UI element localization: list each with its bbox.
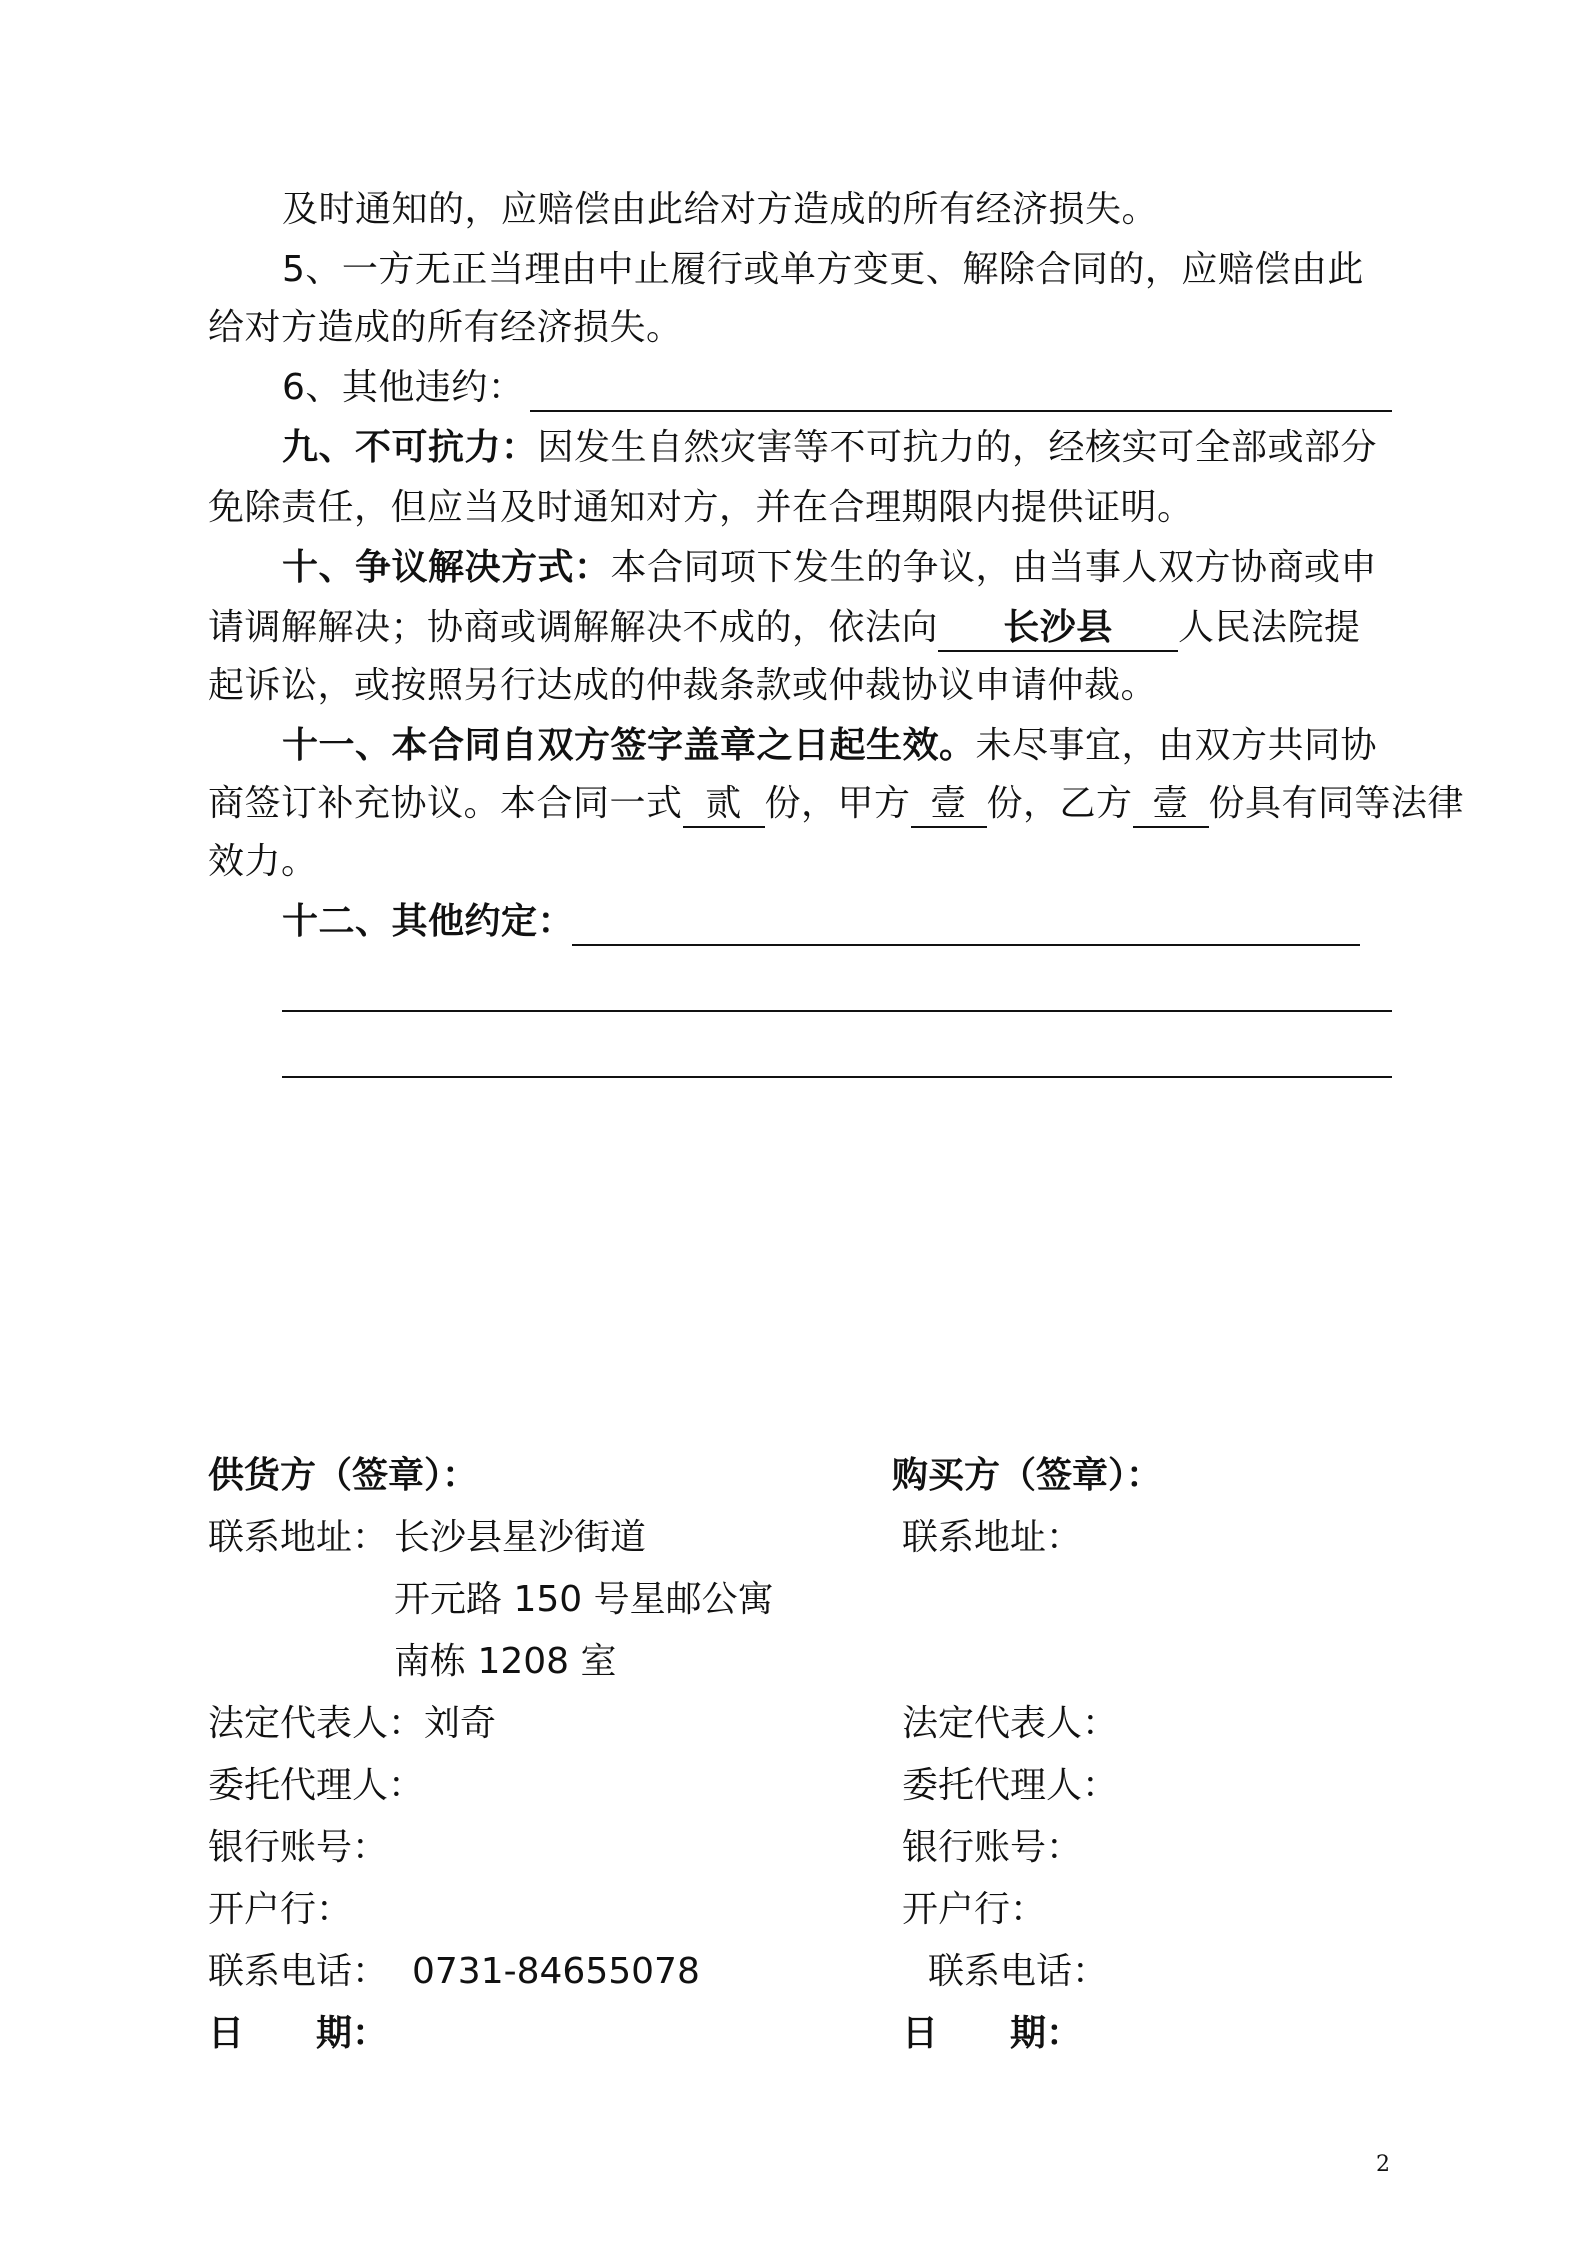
dispute-court-line xyxy=(208,604,1361,652)
supplier-legal-rep-label: 法定代表人： xyxy=(208,1703,425,1744)
clause-text: 给对方造成的所有经济损失。 xyxy=(208,307,683,348)
clause-text: 因发生自然灾害等不可抗力的，经核实可全部或部分 xyxy=(537,427,1378,468)
effect-heading: 十一、本合同自双方签字盖章之日起生效。 xyxy=(282,725,976,766)
clause-text: 请调解解决；协商或调解解决不成的，依法向 xyxy=(208,607,939,648)
supplier-phone-label: 联系电话： xyxy=(208,1951,389,1992)
clause-item-5 xyxy=(282,246,1364,294)
supplier-address-line-3: 南栋 1208 室 xyxy=(394,1641,617,1682)
clause-text: 5、一方无正当理由中止履行或单方变更、解除合同的，应赔偿由此 xyxy=(282,249,1364,290)
force-majeure-clause xyxy=(282,424,1377,472)
clause-text: 人民法院提 xyxy=(1178,607,1361,648)
buyer-title: 购买方（签章）： xyxy=(892,1455,1163,1496)
clause-item-6 xyxy=(282,364,524,412)
force-majeure-heading: 九、不可抗力： xyxy=(282,427,538,468)
page-number: 2 xyxy=(1376,2152,1390,2177)
buyer-bank-account-label: 银行账号： xyxy=(902,1827,1083,1868)
other-terms-blank-line-2 xyxy=(282,1010,1392,1012)
other-terms-heading: 十二、其他约定： xyxy=(282,901,575,942)
clause-text: 份，甲方 xyxy=(764,783,911,824)
copies-party-a-field: 壹 xyxy=(911,782,987,828)
buyer-phone-label: 联系电话： xyxy=(928,1951,1109,1992)
dispute-heading: 十、争议解决方式： xyxy=(282,547,611,588)
court-name-field: 长沙县 xyxy=(938,606,1178,652)
supplier-phone-value: 0731-84655078 xyxy=(412,1951,700,1992)
supplier-legal-rep xyxy=(208,1700,496,1748)
clause-text: 商签订补充协议。本合同一式 xyxy=(208,783,683,824)
other-terms-clause xyxy=(282,898,574,946)
force-majeure-cont xyxy=(208,484,1194,532)
supplier-bank-label: 开户行： xyxy=(208,1889,353,1930)
clause-text: 份具有同等法律 xyxy=(1208,783,1465,824)
supplier-bank-account-label: 银行账号： xyxy=(208,1827,389,1868)
buyer-legal-rep-label: 法定代表人： xyxy=(902,1703,1119,1744)
clause-text: 起诉讼，或按照另行达成的仲裁条款或仲裁协议申请仲裁。 xyxy=(208,665,1158,706)
copies-total-field: 贰 xyxy=(683,782,765,828)
dispute-clause xyxy=(282,544,1377,592)
buyer-address-label: 联系地址： xyxy=(902,1517,1083,1558)
copies-party-b-field: 壹 xyxy=(1133,782,1209,828)
supplier-agent-label: 委托代理人： xyxy=(208,1765,425,1806)
clause-item-5-cont xyxy=(208,304,683,352)
copies-line xyxy=(208,780,1464,828)
supplier-address-line-1: 长沙县星沙街道 xyxy=(394,1517,647,1558)
supplier-address-label: 联系地址： xyxy=(208,1517,389,1558)
supplier-title: 供货方（签章）： xyxy=(208,1455,479,1496)
buyer-agent-label: 委托代理人： xyxy=(902,1765,1119,1806)
clause-text: 及时通知的，应赔偿由此给对方造成的所有经济损失。 xyxy=(282,189,1159,230)
other-terms-blank-line-1 xyxy=(572,944,1360,946)
clause-text: 本合同项下发生的争议，由当事人双方协商或申 xyxy=(610,547,1378,588)
effect-cont xyxy=(208,838,318,886)
supplier-address-line-2: 开元路 150 号星邮公寓 xyxy=(394,1579,774,1620)
other-terms-blank-line-3 xyxy=(282,1076,1392,1078)
buyer-bank-label: 开户行： xyxy=(902,1889,1047,1930)
dispute-cont xyxy=(208,662,1157,710)
clause-text: 效力。 xyxy=(208,841,318,882)
clause-line xyxy=(282,186,1158,234)
supplier-legal-rep-value: 刘奇 xyxy=(424,1703,497,1744)
supplier-date-label: 日 期： xyxy=(208,2013,389,2054)
clause-text: 份，乙方 xyxy=(986,783,1133,824)
effect-clause xyxy=(282,722,1377,770)
clause-text: 未尽事宜，由双方共同协 xyxy=(975,725,1378,766)
item6-label: 6、其他违约： xyxy=(282,367,525,408)
buyer-date-label: 日 期： xyxy=(902,2013,1083,2054)
clause-text: 免除责任，但应当及时通知对方，并在合理期限内提供证明。 xyxy=(208,487,1194,528)
item6-blank-line xyxy=(530,410,1392,412)
